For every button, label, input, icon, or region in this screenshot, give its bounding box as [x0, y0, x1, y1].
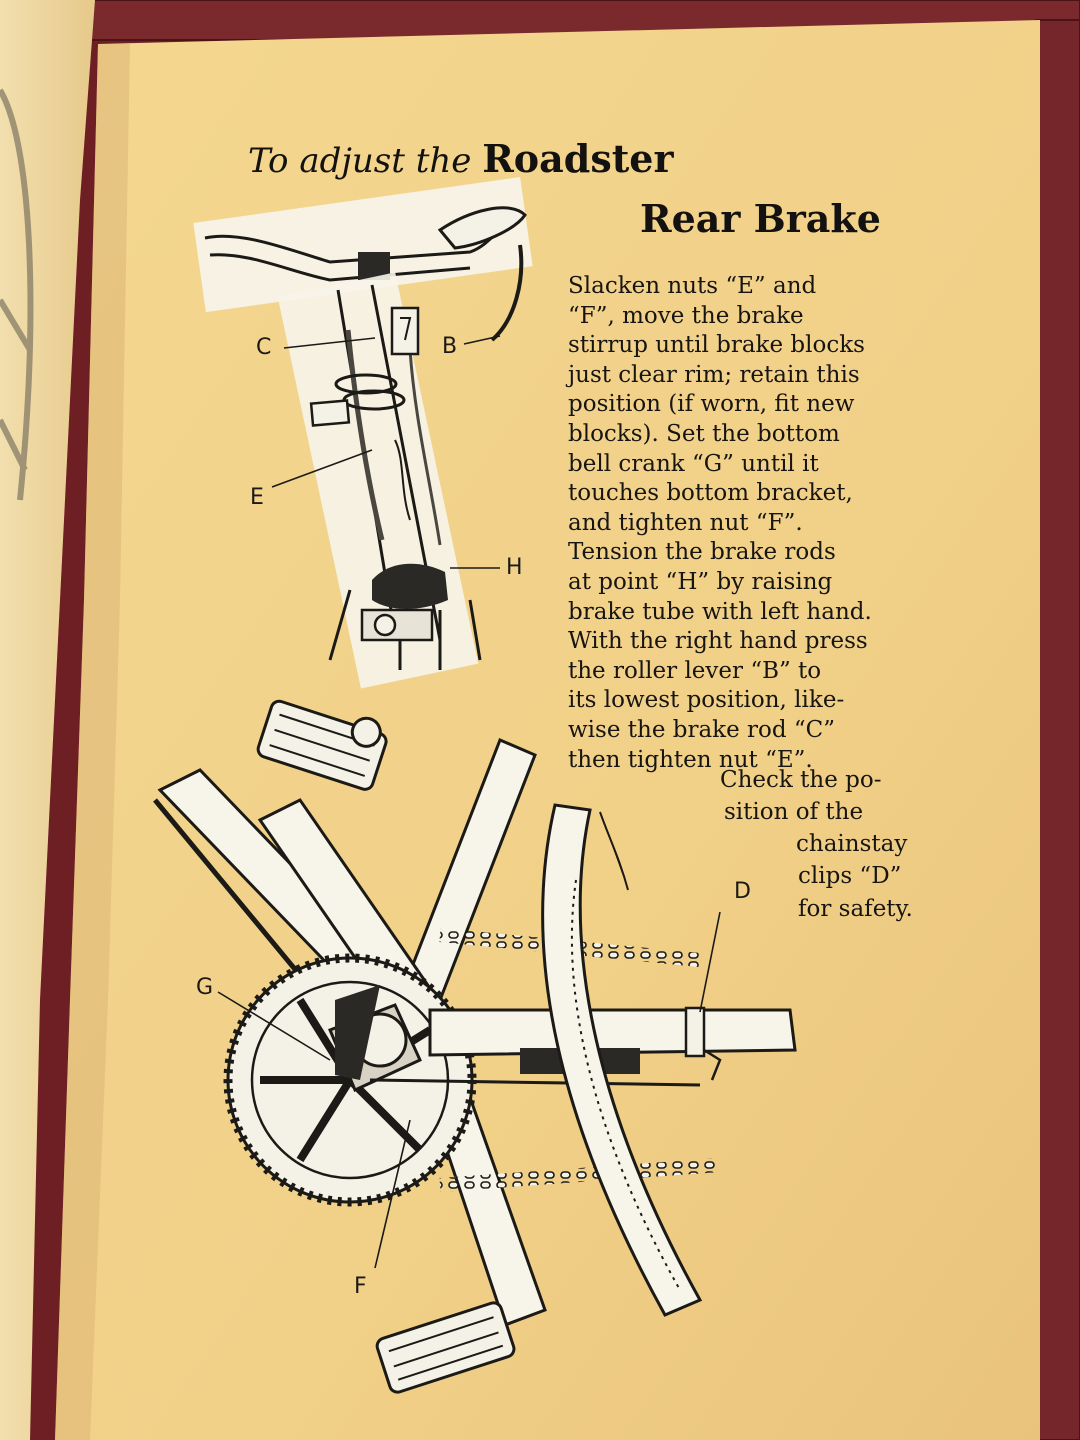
label-h: H	[506, 555, 523, 580]
instruction-tail-line: clips “D”	[798, 863, 902, 889]
instruction-line: bell crank “G” until it	[568, 450, 819, 477]
label-d: D	[734, 879, 751, 904]
title-part-1: To adjust the	[248, 141, 472, 181]
instruction-line: stirrup until brake blocks	[568, 332, 865, 359]
instruction-line: and tighten nut “F”.	[568, 509, 803, 536]
instruction-line: at point “H” by raising	[568, 568, 833, 595]
label-g: G	[196, 975, 214, 1000]
instruction-line: brake tube with left hand.	[568, 598, 872, 625]
instruction-line: wise the brake rod “C”	[568, 716, 836, 743]
label-e: E	[250, 485, 264, 510]
label-f: F	[354, 1274, 367, 1299]
instruction-line: “F”, move the brake	[568, 302, 804, 329]
instructions-paragraph	[568, 272, 938, 775]
label-c: C	[256, 335, 272, 360]
page-title-line-1	[248, 136, 673, 181]
instruction-line: blocks). Set the bottom	[568, 420, 840, 447]
label-b: B	[442, 334, 458, 359]
instruction-line: touches bottom bracket,	[568, 480, 853, 507]
instruction-line: Slacken nuts “E” and	[568, 273, 817, 299]
instruction-line: just clear rim; retain this	[568, 361, 860, 388]
instruction-line: then tighten nut “E”.	[568, 746, 813, 773]
instruction-line: Tension the brake rods	[568, 539, 836, 566]
instruction-tail-line: chainstay	[796, 831, 908, 857]
instruction-line: position (if worn, fit new	[568, 391, 855, 418]
instruction-line: its lowest position, like-	[568, 687, 845, 714]
instruction-tail-line: Check the po-	[720, 767, 882, 793]
instruction-tail-line: for safety.	[798, 896, 913, 922]
cover-border-right	[1036, 20, 1080, 1440]
instruction-line: the roller lever “B” to	[568, 657, 822, 684]
instruction-line: With the right hand press	[568, 628, 868, 655]
page-title-line-2: Rear Brake	[640, 196, 881, 241]
instruction-tail-line: sition of the	[724, 799, 864, 825]
title-part-2: Roadster	[482, 136, 674, 181]
